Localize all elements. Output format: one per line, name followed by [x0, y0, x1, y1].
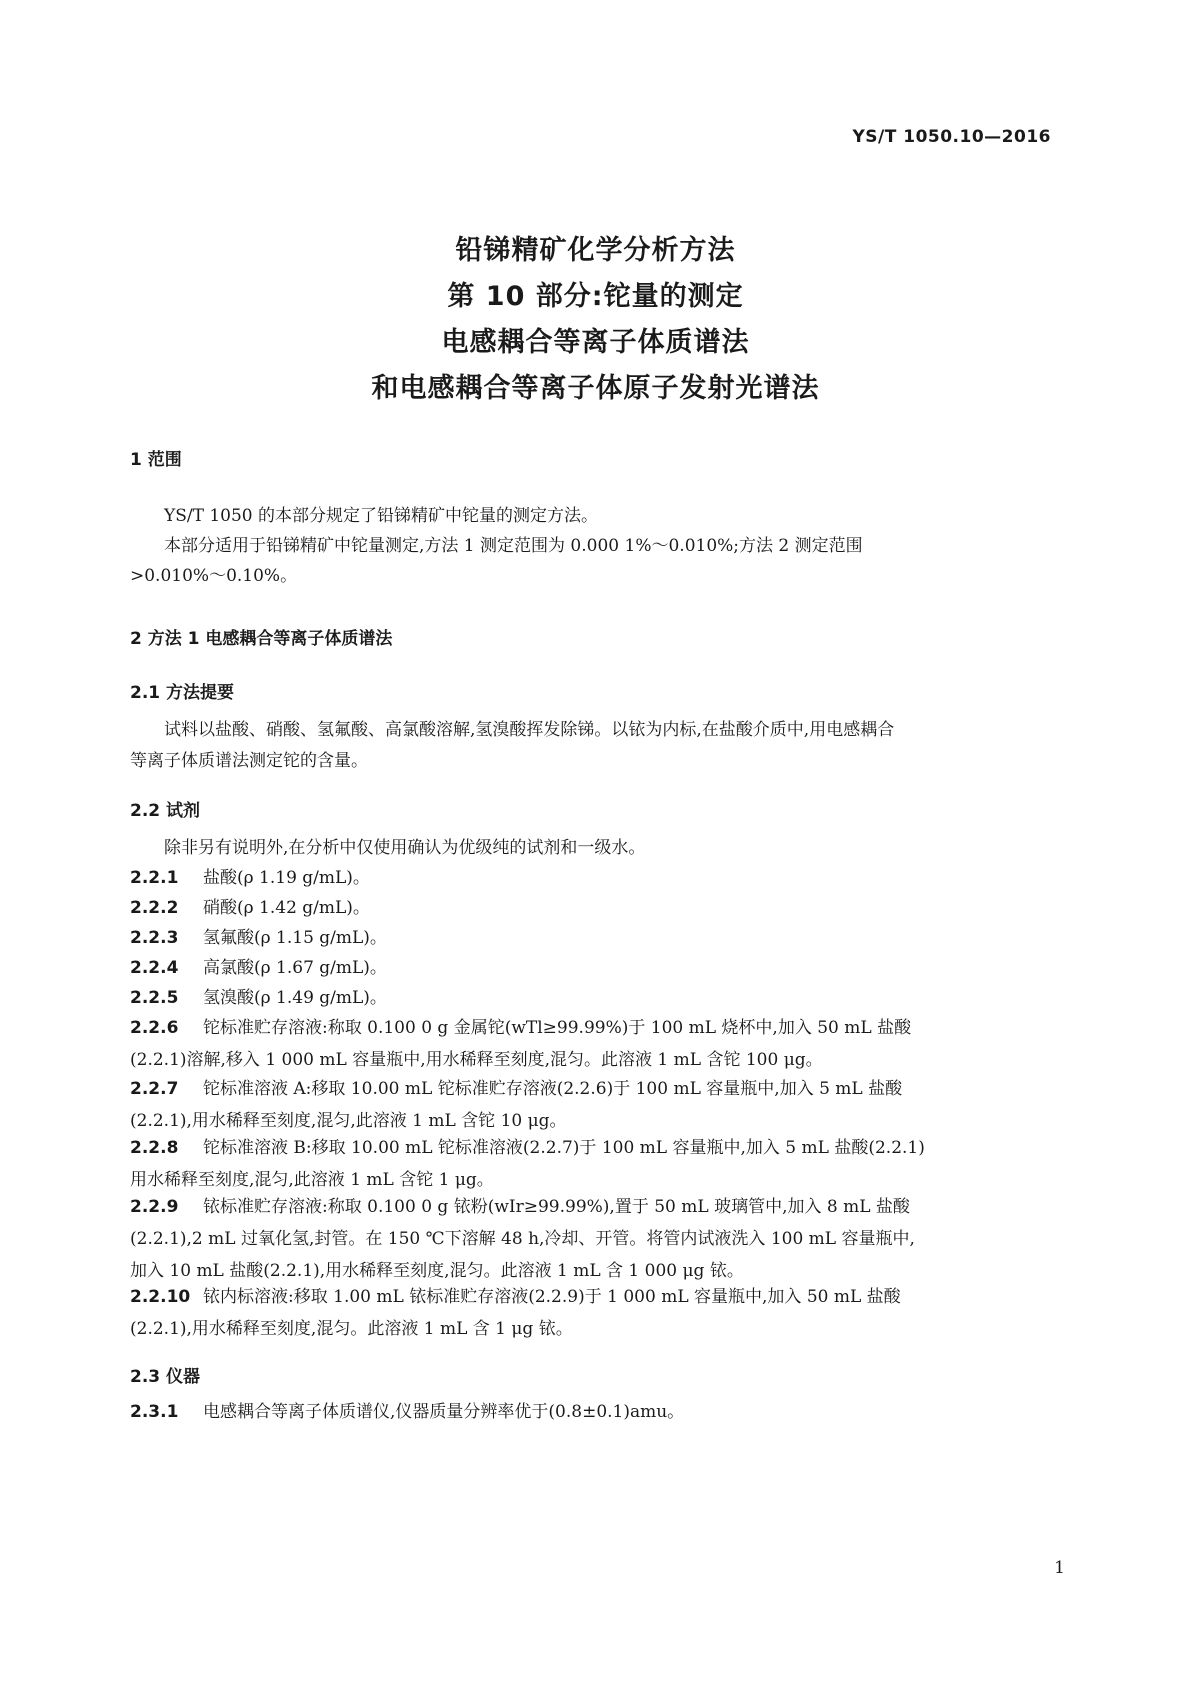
item-number: 2.2.8 — [130, 1138, 179, 1158]
section-2-2-heading: 2.2 试剂 — [130, 801, 201, 821]
item-text-line: 铱标准贮存溶液:称取 0.100 0 g 铱粉(wIr≥99.99%),置于 50 mL 玻璃管中,加入 8 mL 盐酸 — [203, 1197, 910, 1217]
item-text-line: (2.2.1),用水稀释至刻度,混匀。此溶液 1 mL 含 1 μg 铱。 — [130, 1319, 573, 1339]
item-number: 2.2.3 — [130, 928, 179, 948]
item-text: 氢氟酸(ρ 1.15 g/mL)。 — [203, 928, 387, 948]
reagent-item — [130, 982, 1060, 1014]
reagent-item — [130, 1073, 1060, 1137]
item-text-line: 铱内标溶液:移取 1.00 mL 铱标准贮存溶液(2.2.9)于 1 000 mL 容量瓶中,加入 50 mL 盐酸 — [203, 1287, 901, 1307]
item-text-line: (2.2.1),用水稀释至刻度,混匀,此溶液 1 mL 含铊 10 μg。 — [130, 1111, 567, 1131]
reagent-item — [130, 892, 1060, 924]
item-text: 氢溴酸(ρ 1.49 g/mL)。 — [203, 988, 387, 1008]
item-text: 高氯酸(ρ 1.67 g/mL)。 — [203, 958, 387, 978]
standard-code: YS/T 1050.10—2016 — [852, 127, 1051, 147]
item-text-line: 用水稀释至刻度,混匀,此溶液 1 mL 含铊 1 μg。 — [130, 1170, 494, 1190]
section-2-1-heading: 2.1 方法提要 — [130, 683, 235, 703]
item-number: 2.2.4 — [130, 958, 179, 978]
section-1-heading: 1 范围 — [130, 450, 182, 470]
section-2-1-line-1: 试料以盐酸、硝酸、氢氟酸、高氯酸溶解,氢溴酸挥发除锑。以铱为内标,在盐酸介质中,用电感耦合 — [164, 720, 895, 740]
title-line-3: 电感耦合等离子体质谱法 — [441, 327, 750, 358]
item-text-line: 铊标准溶液 A:移取 10.00 mL 铊标准贮存溶液(2.2.6)于 100 mL 容量瓶中,加入 5 mL 盐酸 — [203, 1079, 903, 1099]
title-line-2: 第 10 部分:铊量的测定 — [447, 281, 744, 312]
reagent-item — [130, 922, 1060, 954]
item-number: 2.2.5 — [130, 988, 179, 1008]
section-2-2-intro: 除非另有说明外,在分析中仅使用确认为优级纯的试剂和一级水。 — [164, 838, 646, 858]
item-number: 2.2.7 — [130, 1079, 179, 1099]
section-1-para-2-line-2: >0.010%～0.10%。 — [130, 566, 298, 586]
item-number: 2.2.1 — [130, 868, 179, 888]
reagent-item — [130, 1132, 1060, 1196]
reagent-item — [130, 1281, 1060, 1345]
item-text-line: (2.2.1),2 mL 过氧化氢,封管。在 150 ℃下溶解 48 h,冷却、开管。将管内试液洗入 100 mL 容量瓶中, — [130, 1229, 915, 1249]
item-number: 2.2.10 — [130, 1287, 191, 1307]
item-text: 电感耦合等离子体质谱仪,仪器质量分辨率优于(0.8±0.1)amu。 — [203, 1402, 685, 1422]
item-number: 2.2.2 — [130, 898, 179, 918]
reagent-item — [130, 1012, 1060, 1076]
item-text-line: 加入 10 mL 盐酸(2.2.1),用水稀释至刻度,混匀。此溶液 1 mL 含 1 000 μg 铱。 — [130, 1261, 744, 1281]
reagent-item — [130, 952, 1060, 984]
item-text: 硝酸(ρ 1.42 g/mL)。 — [203, 898, 370, 918]
item-number: 2.2.9 — [130, 1197, 179, 1217]
item-text-line: 铊标准溶液 B:移取 10.00 mL 铊标准溶液(2.2.7)于 100 mL 容量瓶中,加入 5 mL 盐酸(2.2.1) — [203, 1138, 925, 1158]
section-2-3-heading: 2.3 仪器 — [130, 1367, 201, 1387]
item-number: 2.2.6 — [130, 1018, 179, 1038]
item-text: 盐酸(ρ 1.19 g/mL)。 — [203, 868, 370, 888]
item-text-line: (2.2.1)溶解,移入 1 000 mL 容量瓶中,用水稀释至刻度,混匀。此溶液 1 mL 含铊 100 μg。 — [130, 1050, 823, 1070]
section-2-heading: 2 方法 1 电感耦合等离子体质谱法 — [130, 629, 393, 649]
item-text-line: 铊标准贮存溶液:称取 0.100 0 g 金属铊(wTl≥99.99%)于 100 mL 烧杯中,加入 50 mL 盐酸 — [203, 1018, 912, 1038]
section-1-para-1: YS/T 1050 的本部分规定了铅锑精矿中铊量的测定方法。 — [164, 506, 599, 526]
item-number: 2.3.1 — [130, 1402, 179, 1422]
instrument-item — [130, 1396, 1060, 1428]
title-line-1: 铅锑精矿化学分析方法 — [455, 235, 736, 266]
reagent-item — [130, 1191, 1060, 1287]
reagent-item — [130, 862, 1060, 894]
section-1-para-2-line-1: 本部分适用于铅锑精矿中铊量测定,方法 1 测定范围为 0.000 1%～0.010%;方法 2 测定范围 — [164, 536, 863, 556]
section-2-1-line-2: 等离子体质谱法测定铊的含量。 — [130, 751, 368, 771]
title-line-4: 和电感耦合等离子体原子发射光谱法 — [371, 373, 820, 404]
page-number: 1 — [1054, 1558, 1065, 1578]
document-title — [0, 228, 1191, 412]
